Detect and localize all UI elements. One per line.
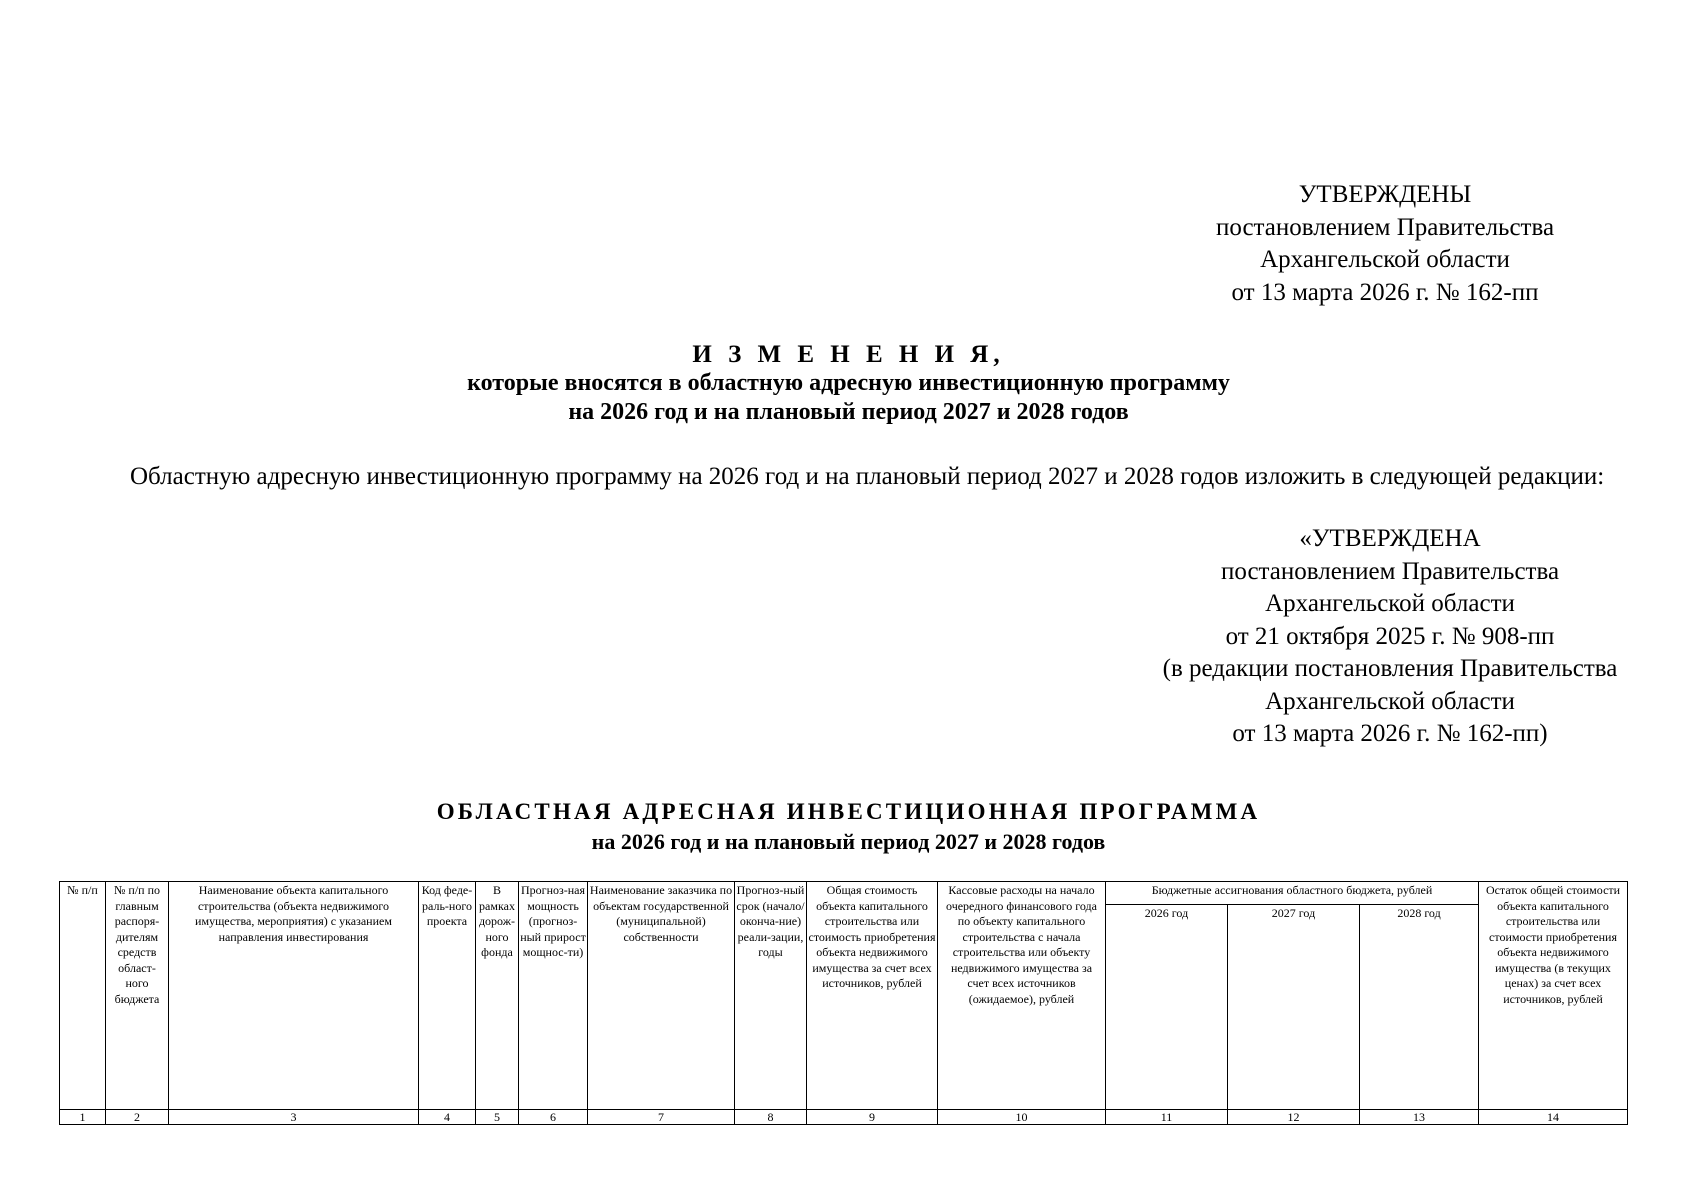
- column-header: № п/п по главным распоря-дителям средств област-ного бюджета: [106, 882, 169, 1110]
- changes-subtitle-line: на 2026 год и на плановый период 2027 и 2028 годов: [568, 399, 1129, 425]
- column-number: 12: [1228, 1110, 1360, 1125]
- budget-year-header: 2028 год: [1360, 905, 1479, 1110]
- budget-year-header: 2026 год: [1106, 905, 1228, 1110]
- column-header: Прогноз-ный срок (начало/ оконча-ние) реали-зации, годы: [735, 882, 807, 1110]
- approval-line: Архангельской области: [1265, 687, 1515, 715]
- approval-line: Архангельской области: [1265, 590, 1515, 617]
- table-header-row: [60, 882, 1628, 905]
- column-number: 10: [938, 1110, 1106, 1125]
- program-subheading: на 2026 год и на плановый период 2027 и 2028 годов: [591, 829, 1106, 854]
- approval-line: от 21 октября 2025 г. № 908-пп: [1225, 622, 1555, 650]
- column-header: Прогноз-ная мощность (прогноз-ный прирост мощнос-ти): [519, 882, 588, 1110]
- approval-line: «УТВЕРЖДЕНА: [1299, 525, 1481, 552]
- column-number: 7: [588, 1110, 735, 1125]
- column-number: 6: [519, 1110, 588, 1125]
- approval-line: постановлением Правительства: [1215, 213, 1555, 241]
- column-number: 3: [169, 1110, 419, 1125]
- approval-line: от 13 марта 2026 г. № 162-пп: [1231, 278, 1539, 306]
- column-number: 9: [807, 1110, 938, 1125]
- program-title: [0, 797, 1697, 856]
- column-number: 8: [735, 1110, 807, 1125]
- approval-stamp: [1160, 179, 1610, 309]
- column-number: 11: [1106, 1110, 1228, 1125]
- changes-subtitle-line: которые вносятся в областную адресную инвестиционную программу: [467, 370, 1230, 396]
- approval-line: (в редакции постановления Правительства: [1162, 655, 1618, 682]
- column-header: Наименование заказчика по объектам государственной (муниципальной) собственности: [588, 882, 735, 1110]
- column-number: 4: [419, 1110, 476, 1125]
- approval-line: УТВЕРЖДЕНЫ: [1298, 181, 1472, 208]
- budget-group-header: Бюджетные ассигнования областного бюджета, рублей: [1106, 882, 1479, 905]
- approval-line: постановлением Правительства: [1220, 557, 1560, 585]
- column-number: 14: [1479, 1110, 1628, 1125]
- program-approval-stamp: [1100, 523, 1680, 751]
- budget-year-header: 2027 год: [1228, 905, 1360, 1110]
- column-number: 5: [476, 1110, 519, 1125]
- approval-line: от 13 марта 2026 г. № 162-пп): [1232, 720, 1548, 747]
- column-header: Остаток общей стоимости объекта капитального строительства или стоимости приобретения объекта недвижимого имущества (в текущих ценах) за счет всех источников, рублей: [1479, 882, 1628, 1110]
- intro-paragraph: Областную адресную инвестиционную программу на 2026 год и на плановый период 2027 и 2028 годов изложить в следующей редакции:: [130, 463, 1605, 490]
- column-header: № п/п: [60, 882, 106, 1110]
- column-number: 13: [1360, 1110, 1479, 1125]
- column-header: Кассовые расходы на начало очередного финансового года по объекту капитального строительства с начала строительства или объекту недвижимого имущества за счет всех источников (ожидаемое), рублей: [938, 882, 1106, 1110]
- program-table: [59, 881, 1628, 1125]
- column-header: В рамках дорож-ного фонда: [476, 882, 519, 1110]
- approval-line: Архангельской области: [1260, 246, 1510, 273]
- column-header: Общая стоимость объекта капитального строительства или стоимость приобретения объекта недвижимого имущества за счет всех источников, рублей: [807, 882, 938, 1110]
- column-number: 2: [106, 1110, 169, 1125]
- program-heading: ОБЛАСТНАЯ АДРЕСНАЯ ИНВЕСТИЦИОННАЯ ПРОГРАММА: [436, 799, 1261, 824]
- column-header: Наименование объекта капитального строительства (объекта недвижимого имущества, мероприятия) с указанием направления инвестирования: [169, 882, 419, 1110]
- changes-heading: И З М Е Н Е Н И Я,: [692, 341, 1005, 368]
- column-header: Код феде-раль-ного проекта: [419, 882, 476, 1110]
- changes-title: [0, 340, 1697, 427]
- column-number: 1: [60, 1110, 106, 1125]
- column-number-row: [60, 1110, 1628, 1125]
